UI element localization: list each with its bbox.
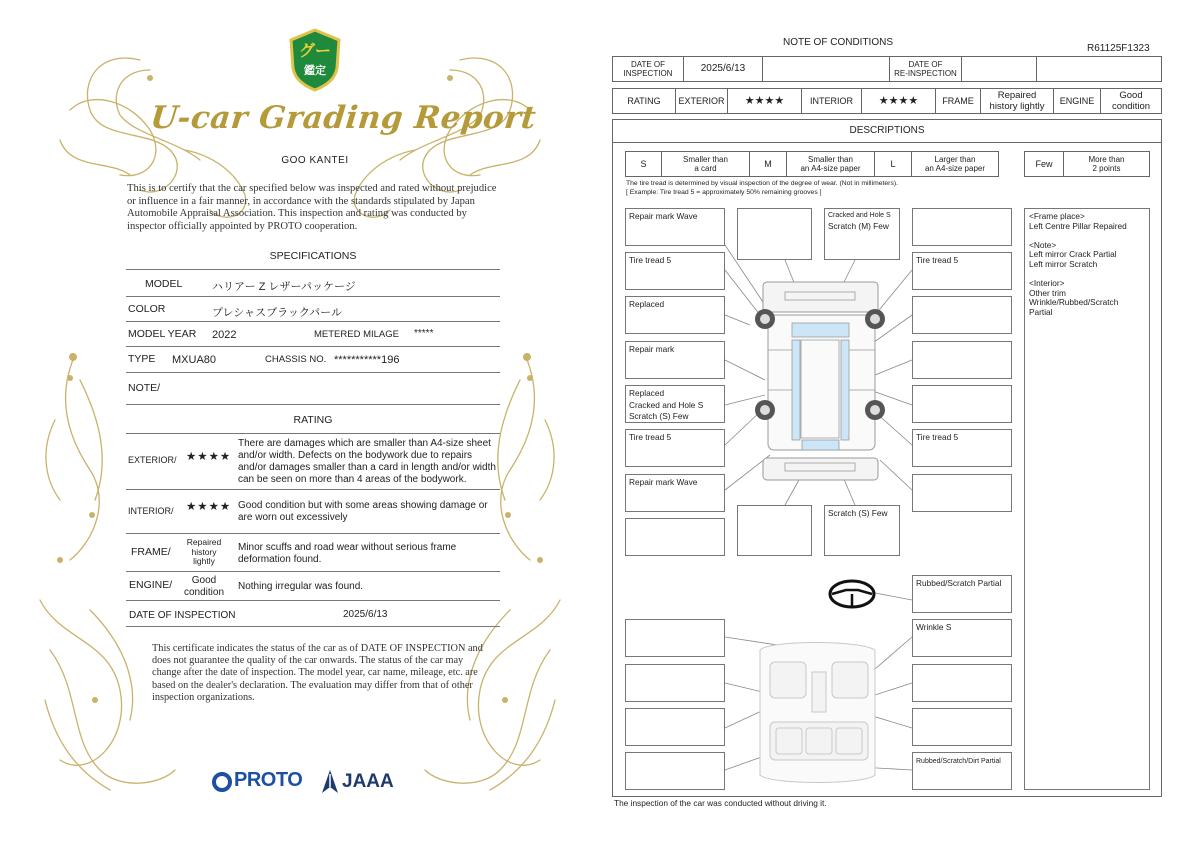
interior-stars: ★★★★ [186,501,232,513]
side-note-line: Left mirror Scratch [1029,258,1098,269]
side-notes-panel [1024,208,1150,790]
descriptions-heading: DESCRIPTIONS [612,119,1162,143]
note-front-door-left: Repair mark [625,341,725,379]
engine-value: Good condition [1111,90,1151,112]
divider [126,372,500,373]
divider [126,296,500,297]
interior-label: INTERIOR [802,89,862,113]
legend-few-desc: More than 2 points [1088,155,1125,173]
model-label: MODEL [145,278,183,290]
note-interior-left-2 [625,664,725,702]
exterior-stars: ★★★★ [186,451,232,463]
type-label: TYPE [128,353,156,365]
divider [126,433,500,434]
tire-note: The tire tread is determined by visual inspection of the degree of wear. (Not in millimeters). [ Example: Tire tread 5 = approximately 50% remaining grooves ] [626,180,898,196]
note-trunk: Scratch (S) Few [824,505,900,556]
note-tire-rear-left: Tire tread 5 [625,429,725,467]
color-value: プレシャスブラックパール [212,307,342,319]
color-label: COLOR [128,303,166,315]
legend-m-desc: Smaller than an A4-size paper [787,152,875,176]
interior-label: INTERIOR/ [128,506,174,516]
side-notes-list [1029,212,1145,318]
note-front-right [912,208,1012,246]
certificate-footer: This certificate indicates the status of the car as of DATE OF INSPECTION and does not guarantee the quality of the car onwards. The status of the car may change after the date of inspection. The model year, car name, mileage, etc. are based on the dealer's declaration. The evaluation may differ from that of other inspection organizations. [152,643,483,703]
interior-description: Good condition but with some areas showing damage or are worn out excessively [238,500,488,523]
note-interior-right-1: Wrinkle S [912,619,1012,657]
note-front-bumper [737,208,812,260]
frame-label: FRAME/ [131,546,171,558]
goo-kantei-badge-icon [287,28,343,92]
note-front-door-right [912,341,1012,379]
note-of-conditions-sheet [600,0,1200,848]
model-year-label: MODEL YEAR [128,328,197,340]
frame-value: Repaired history lightly [186,537,222,566]
chassis-value: ***********196 [334,354,400,366]
date-of-inspection-value: 2025/6/13 [343,609,388,620]
note-rear-seat: Rubbed/Scratch/Dirt Partial [912,752,1012,790]
proto-logo-icon [212,771,234,793]
divider [126,269,500,270]
divider [126,346,500,347]
divider [126,404,500,405]
date-of-inspection-label: DATE OF INSPECTION [613,57,684,81]
sheet-footer-note: The inspection of the car was conducted without driving it. [614,798,827,808]
note-interior-left-1 [625,619,725,657]
sheet-title: NOTE OF CONDITIONS [783,37,893,48]
side-note-line: <Note> [1029,239,1057,250]
interior-stars: ★★★★ [862,89,936,113]
chassis-label: CHASSIS NO. [265,354,327,365]
note-front-left: Repair mark Wave [625,208,725,246]
legend-s-desc: Smaller than a card [662,152,750,176]
engine-label: ENGINE [1054,89,1101,113]
side-note-line: Partial [1029,306,1053,317]
specifications-heading: SPECIFICATIONS [269,250,357,262]
divider [126,600,500,601]
engine-value: Good condition [183,575,225,598]
note-interior-left-4 [625,752,725,790]
note-front-fender-left: Replaced [625,296,725,334]
certificate-intro: This is to certify that the car specified below was inspected and rated without prejudice or influence in a fair manner, in accordance with the standards stipulated by Japan Automobile Appraisal Association. This inspection and rating was conducted by inspector officially appointed by PROTO cooperation. [127,183,497,232]
frame-label: FRAME [936,89,981,113]
date-of-inspection-value: 2025/6/13 [684,57,763,81]
legend-few: Few [1025,152,1064,176]
date-of-reinspection-label: DATE OF RE-INSPECTION [890,57,962,81]
rating-label: RATING [613,89,676,113]
note-rear-door-right [912,385,1012,423]
divider [126,571,500,572]
type-value: MXUA80 [172,354,217,366]
rating-heading: RATING [293,414,333,426]
legend-l-desc: Larger than an A4-size paper [924,155,986,173]
side-note-line: <Interior> [1029,278,1065,289]
note-interior-right-3 [912,708,1012,746]
note-interior-right-2 [912,664,1012,702]
side-note-line: Left Centre Pillar Repaired [1029,220,1127,231]
engine-description: Nothing irregular was found. [238,581,364,592]
jaaa-logo: JAAA [342,771,394,792]
divider [126,489,500,490]
note-interior-left-3 [625,708,725,746]
steering-wheel-icon [830,581,874,607]
side-note-line: Left mirror Crack Partial [1029,249,1117,260]
certificate-subtitle: GOO KANTEI [281,155,349,166]
legend-m: M [750,152,787,176]
divider [126,533,500,534]
note-box [625,518,725,556]
side-note-line: Other trim [1029,287,1066,298]
note-steering: Rubbed/Scratch Partial [912,575,1012,613]
exterior-label: EXTERIOR/ [128,455,177,465]
side-note-line: Wrinkle/Rubbed/Scratch [1029,297,1119,308]
note-tire-rear-right: Tire tread 5 [912,429,1012,467]
jaaa-logo-icon [320,769,340,795]
engine-label: ENGINE/ [129,579,173,591]
divider [126,626,500,627]
note-hood: Cracked and Hole S Scratch (M) Few [824,208,900,260]
proto-logo: PROTO [234,769,303,791]
note-rear-left: Repair mark Wave [625,474,725,512]
metered-milage-value: ***** [414,328,434,339]
exterior-description: There are damages which are smaller than A4-size sheet and/or width. Defects on the bodywork due to repairs and/or damages smaller than a card in length and/or width can be seen on more than 4 areas of the bodywork. [238,438,496,485]
note-rear-door-left: Replaced Cracked and Hole S Scratch (S) Few [625,385,725,423]
note-front-fender-right [912,296,1012,334]
note-rear-right [912,474,1012,512]
frame-value: Repaired history lightly [981,89,1054,113]
frame-description: Minor scuffs and road wear without serious frame deformation found. [238,542,457,565]
metered-milage-label: METERED MILAGE [314,329,399,340]
exterior-stars: ★★★★ [728,89,802,113]
legend-l: L [875,152,912,176]
exterior-label: EXTERIOR [676,89,728,113]
svg-text:グー: グー [298,43,332,60]
model-year-value: 2022 [212,329,237,341]
legend-s: S [626,152,662,176]
note-tire-front-left: Tire tread 5 [625,252,725,290]
svg-text:鑑定: 鑑定 [304,65,326,77]
certificate-title: U-car Grading Report [148,100,538,136]
reference-number: R61125F1323 [1087,43,1150,54]
note-label: NOTE/ [128,382,161,394]
date-of-inspection-label: DATE OF INSPECTION [129,610,236,621]
model-value: ハリアー Z レザーパッケージ [212,281,356,293]
note-tire-front-right: Tire tread 5 [912,252,1012,290]
note-rear-bumper [737,505,812,556]
side-note-line: <Frame place> [1029,211,1085,221]
divider [126,321,500,322]
